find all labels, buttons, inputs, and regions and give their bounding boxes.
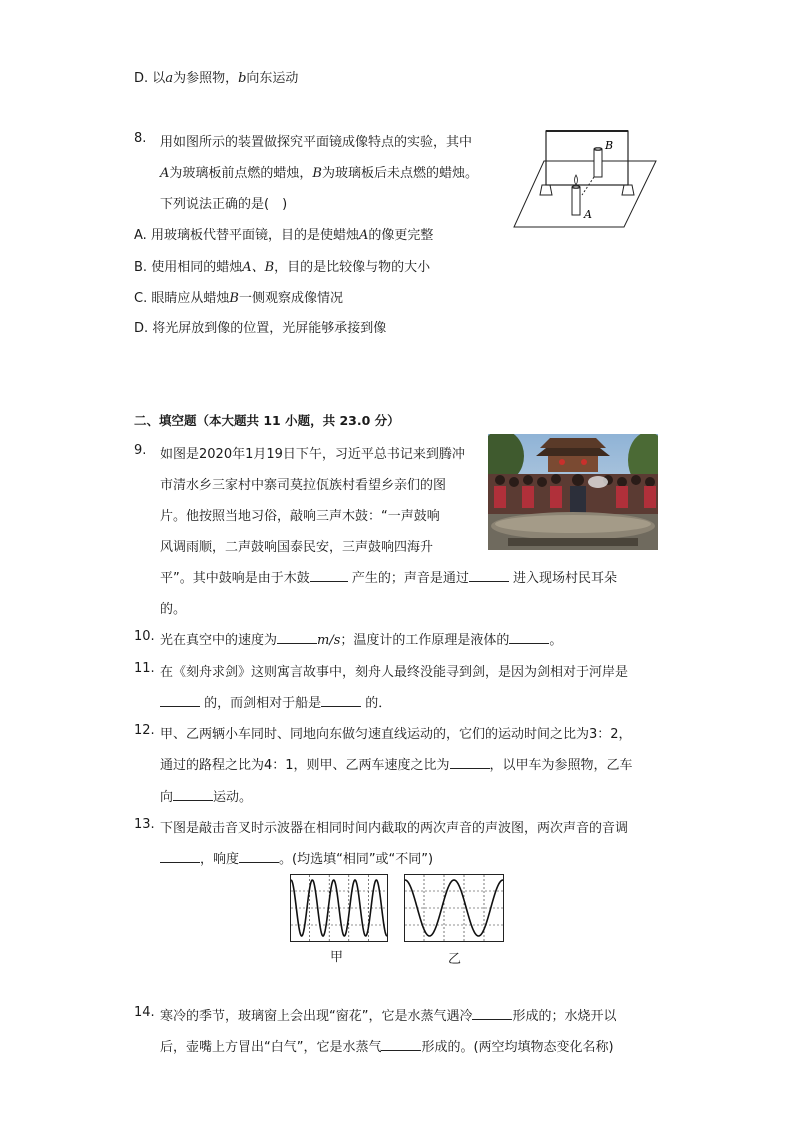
answer-blank[interactable] (160, 694, 200, 707)
text: 运动。 (213, 790, 253, 805)
text: 的． (361, 696, 392, 711)
flame-icon (575, 175, 578, 185)
var-A: A (160, 166, 170, 181)
q13-line2 (160, 848, 433, 867)
q9-line3: 片。他按照当地习俗，敲响三声木鼓：“一声鼓响 (160, 509, 440, 524)
text: 形成的。(两空均填物态变化名称) (421, 1040, 614, 1055)
var-a: a (165, 71, 174, 86)
option-text: 使用相同的蜡烛 (151, 260, 243, 275)
text: 寒冷的季节，玻璃窗上会出现“窗花”，它是水蒸气遇冷 (160, 1009, 473, 1024)
option-label: C. (134, 291, 148, 306)
figure-label-b: B (605, 139, 614, 152)
q9-line1: 如图是2020年1月19日下午，习近平总书记来到腾冲 (160, 447, 465, 462)
option-label: D. (134, 321, 149, 336)
q9-line2: 市清水乡三家村中寨司莫拉佤族村看望乡亲们的图 (160, 478, 447, 493)
candle-mirror-apparatus-figure (512, 127, 658, 231)
q13-line1: 下图是敲击音叉时示波器在相同时间内截取的两次声音的声波图，两次声音的音调 (160, 821, 629, 836)
question-number: 10. (134, 629, 155, 644)
text: ，以甲车为参照物，乙车 (489, 758, 633, 773)
text: 。 (549, 633, 563, 648)
q8-option-d (134, 317, 386, 336)
question-number: 14. (134, 1005, 155, 1020)
waveform-label-yi: 乙 (448, 952, 462, 967)
waveform-yi (404, 874, 504, 944)
q11-line1: 在《刻舟求剑》这则寓言故事中，刻舟人最终没能寻到剑，是因为剑相对于河岸是 (160, 665, 629, 680)
option-var: A (358, 228, 369, 243)
q10-line (160, 629, 562, 648)
figure-label-a: A (584, 208, 592, 221)
text: 向 (160, 790, 174, 805)
option-text: 为参照物， (173, 71, 239, 86)
option-text: 用玻璃板代替平面镜，目的是使蜡烛 (150, 228, 359, 243)
question-number: 9. (134, 443, 147, 458)
option-var: B (229, 291, 239, 306)
text: ；温度计的工作原理是液体的 (340, 633, 510, 648)
answer-blank[interactable] (381, 1038, 421, 1051)
q11-line2 (160, 692, 391, 711)
option-text: 眼睛应从蜡烛 (151, 291, 230, 306)
var-b: b (238, 71, 247, 86)
section-title: 二、填空题（本大题共 11 小题，共 23.0 分） (134, 413, 400, 428)
option-text: 的像更完整 (368, 228, 434, 243)
text: 进入现场村民耳朵 (508, 571, 618, 586)
q14-line2 (160, 1036, 614, 1055)
option-text: 向东运动 (246, 71, 299, 86)
option-var: A、B (242, 260, 275, 275)
option-label: D. (134, 71, 149, 86)
question-number: 8. (134, 131, 147, 146)
answer-blank[interactable] (472, 1007, 512, 1020)
q8-line2 (160, 162, 478, 181)
waveform-label-jia: 甲 (330, 950, 344, 965)
option-text: 将光屏放到像的位置，光屏能够承接到像 (152, 321, 387, 336)
q9-line6: 的。 (160, 602, 187, 617)
text: 光在真空中的速度为 (160, 633, 278, 648)
text: ，响度 (200, 852, 240, 867)
text: 。(均选填“相同”或“不同”) (279, 852, 434, 867)
q12-line2 (160, 754, 633, 773)
village-drum-photo (488, 434, 658, 550)
text: 平”。其中鼓响是由于木鼓 (160, 571, 310, 586)
candle-b (594, 149, 602, 177)
candle-a (572, 187, 580, 215)
answer-blank[interactable] (450, 756, 490, 769)
option-label: B. (134, 260, 148, 275)
answer-blank[interactable] (321, 694, 361, 707)
text: 为玻璃板前点燃的蜡烛， (169, 166, 313, 181)
answer-blank[interactable] (509, 631, 549, 644)
question-number: 12. (134, 723, 155, 738)
q8-option-a (134, 224, 433, 243)
option-text: 以 (152, 71, 166, 86)
q8-line3: 下列说法正确的是( ) (160, 197, 288, 212)
var-B: B (312, 166, 322, 181)
answer-blank[interactable] (173, 788, 213, 801)
answer-blank[interactable] (277, 631, 317, 644)
text: 形成的；水烧开以 (512, 1009, 617, 1024)
glass-plate (546, 131, 628, 185)
text: 的，而剑相对于船是 (200, 696, 322, 711)
answer-blank[interactable] (160, 850, 200, 863)
unit: m/s (317, 633, 341, 648)
text: 为玻璃板后未点燃的蜡烛。 (321, 166, 478, 181)
q12-line3 (160, 786, 252, 805)
answer-blank[interactable] (310, 569, 348, 582)
q8-option-b (134, 256, 430, 275)
text: 产生的；声音是通过 (347, 571, 469, 586)
waveform-jia (290, 874, 388, 944)
answer-blank[interactable] (239, 850, 279, 863)
option-text: ，目的是比较像与物的大小 (274, 260, 431, 275)
text: 后，壶嘴上方冒出“白气”，它是水蒸气 (160, 1040, 382, 1055)
q8-option-c (134, 287, 343, 306)
q12-line1: 甲、乙两辆小车同时、同地向东做匀速直线运动的，它们的运动时间之比为3：2， (160, 727, 632, 742)
q9-line4: 风调雨顺，二声鼓响国泰民安，三声鼓响四海升 (160, 540, 434, 555)
answer-blank[interactable] (469, 569, 509, 582)
q14-line1 (160, 1005, 617, 1024)
q9-line5 (160, 567, 617, 586)
question-number: 11. (134, 661, 155, 676)
text: 通过的路程之比为4：1，则甲、乙两车速度之比为 (160, 758, 450, 773)
q8-line1: 用如图所示的装置做探究平面镜成像特点的实验，其中 (160, 135, 473, 150)
question-number: 13. (134, 817, 155, 832)
option-label: A. (134, 228, 147, 243)
option-text: 一侧观察成像情况 (238, 291, 343, 306)
q7-option-d (134, 67, 298, 86)
